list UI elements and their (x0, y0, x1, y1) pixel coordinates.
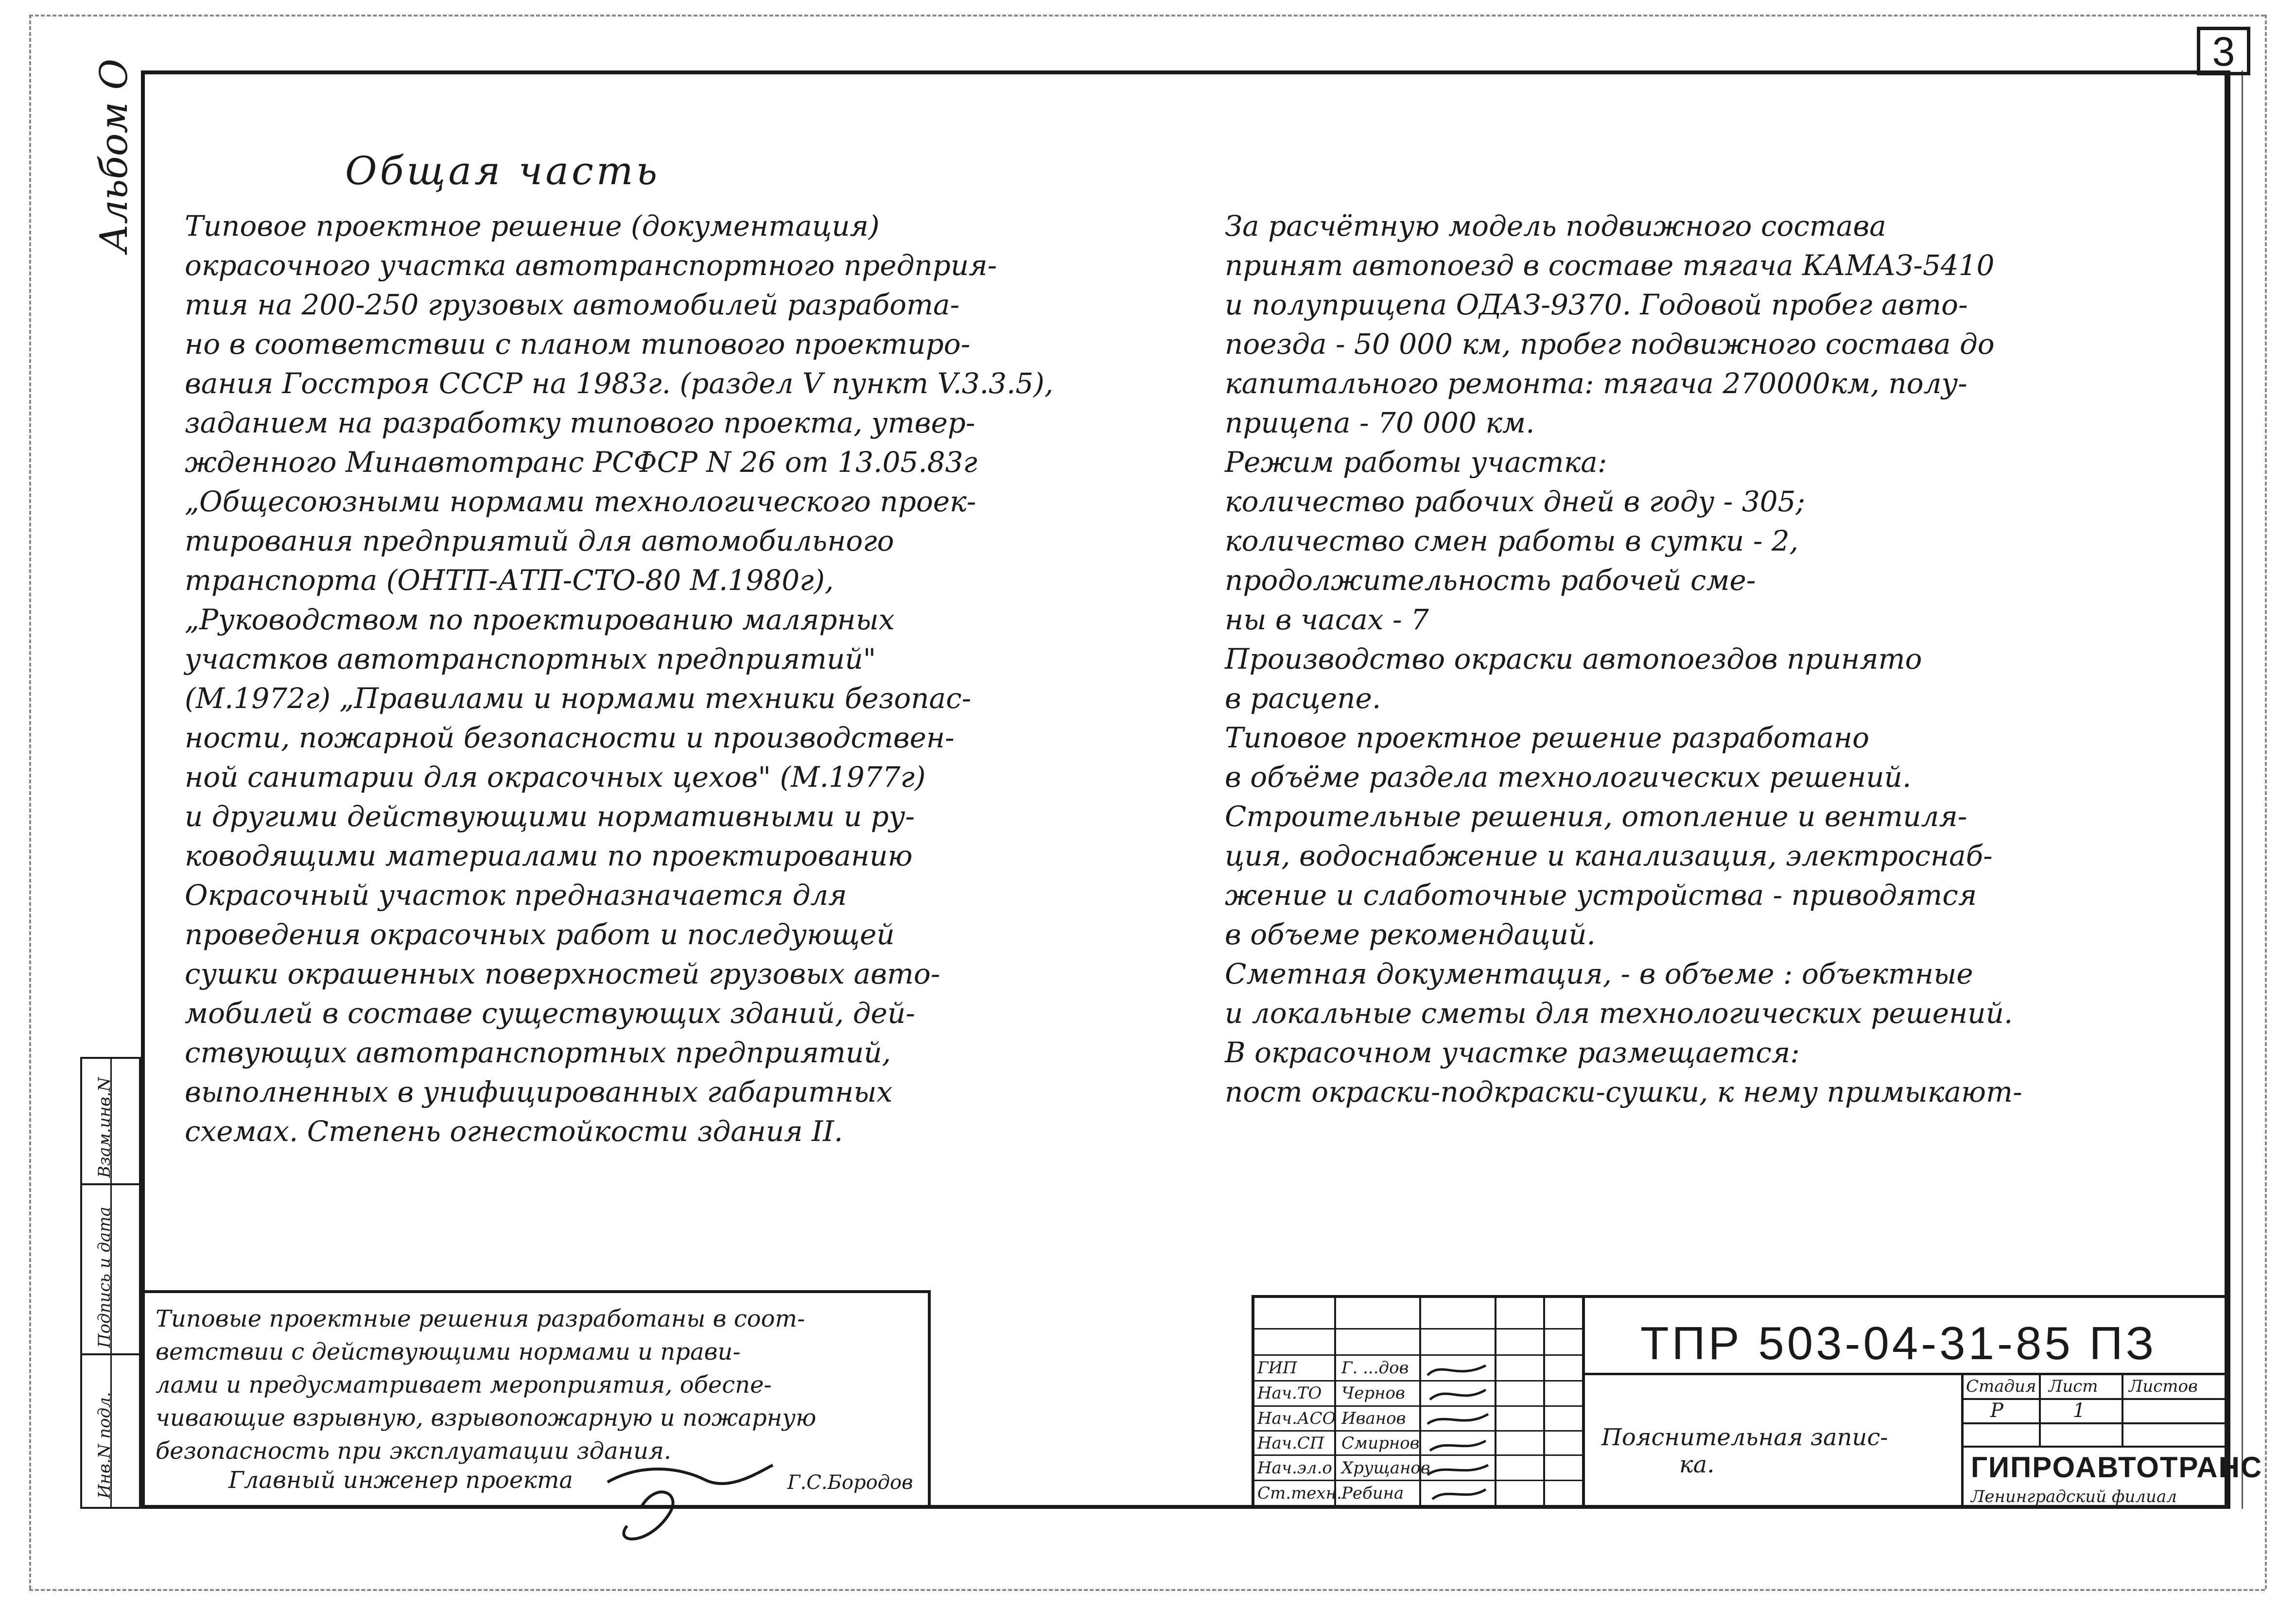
text-line: За расчётную модель подвижного состава (1225, 209, 1886, 242)
tb-line (1252, 1380, 1582, 1382)
tb-line (1252, 1295, 2228, 1298)
trim-line-top (29, 15, 2265, 17)
chief-engineer-name: Г.С.Бородов (787, 1471, 913, 1494)
title-block-signatures (1423, 1356, 1496, 1506)
tb-name: Г. ...дов (1341, 1358, 1409, 1378)
text-line: количество смен работы в сутки - 2, (1225, 524, 1799, 557)
text-line: сушки окрашенных поверхностей грузовых авто- (185, 957, 940, 990)
text-line: в объеме рекомендаций. (1225, 918, 1596, 951)
album-label: Альбом О (92, 58, 136, 253)
text-line: проведения окрасочных работ и последующей (185, 918, 895, 951)
frame-right-band (2228, 70, 2243, 1509)
sheets-header: Листов (2129, 1377, 2198, 1396)
tb-name: Хрущанов (1341, 1458, 1430, 1478)
text-line: мобилей в составе существующих зданий, дей- (185, 997, 915, 1030)
trim-line-left (29, 15, 31, 1589)
text-line: количество рабочих дней в году - 305; (1225, 485, 1806, 518)
document-code: ТПР 503-04-31-85 ПЗ (1640, 1317, 2157, 1369)
title-line: ка. (1679, 1451, 1715, 1478)
side-stamp-strip (80, 1057, 141, 1509)
text-line: жденного Минавтотранс РСФСР N 26 от 13.05.83г (185, 446, 977, 479)
title-line: Пояснительная запис- (1601, 1424, 1888, 1451)
text-line: окрасочного участка автотранспортного предприя- (185, 249, 997, 282)
text-line: ной санитарии для окрасочных цехов" (М.1977г) (185, 760, 926, 794)
stage-value: Р (1990, 1400, 2003, 1422)
chief-engineer-signature (598, 1453, 783, 1550)
side-stamp-label: Подпись и дата (95, 1207, 114, 1348)
tb-line (1252, 1430, 1582, 1432)
text-line: В окрасочном участке размещается: (1225, 1036, 1800, 1069)
tb-role: Нач.эл.о (1257, 1458, 1332, 1478)
tb-line (1252, 1295, 1254, 1509)
text-line: но в соответствии с планом типового проектиро- (185, 328, 971, 361)
text-line: и другими действующими нормативными и ру- (185, 800, 915, 833)
sheet-number: 3 (2197, 27, 2250, 75)
section-heading: Общая часть (345, 148, 661, 193)
tb-line (1252, 1454, 1582, 1456)
text-line: „Общесоюзными нормами технологического проек- (185, 485, 976, 518)
tb-role: Нач.СП (1257, 1434, 1324, 1453)
tb-line (1252, 1354, 1582, 1356)
tb-role: Нач.ТО (1257, 1383, 1322, 1403)
text-line: капитального ремонта: тягача 270000км, полу- (1225, 367, 1967, 400)
text-line: „Руководством по проектированию малярных (185, 603, 895, 636)
tb-line (2039, 1373, 2041, 1446)
text-line: Производство окраски автопоездов принято (1225, 642, 1922, 675)
trim-line-bottom (29, 1589, 2265, 1591)
tb-role: Нач.АСО (1257, 1409, 1336, 1428)
title-block (1252, 1295, 2263, 1509)
note-line: чивающие взрывную, взрывопожарную и пожарную (156, 1404, 817, 1432)
tb-name: Смирнов (1341, 1434, 1420, 1453)
organization-name: ГИПРОАВТОТРАНС (1971, 1451, 2263, 1484)
sheet-value: 1 (2073, 1400, 2086, 1422)
document-title (1601, 1424, 1888, 1478)
text-line: Строительные решения, отопление и вентиля- (1225, 800, 1967, 833)
text-line: прицепа - 70 000 км. (1225, 406, 1535, 439)
tb-line (1961, 1446, 2228, 1448)
text-line: в расцепе. (1225, 682, 1381, 715)
tb-line (1582, 1373, 2228, 1375)
tb-line (1252, 1405, 1582, 1407)
tb-line (1543, 1295, 1545, 1509)
text-line: ности, пожарной безопасности и производствен- (185, 721, 955, 754)
text-line: Типовое проектное решение разработано (1225, 721, 1870, 754)
note-line: лами и предусматривает мероприятия, обеспе- (156, 1371, 772, 1399)
text-line: ны в часах - 7 (1225, 603, 1429, 636)
text-line: Типовое проектное решение (документация) (185, 209, 880, 242)
text-line: в объёме раздела технологических решений. (1225, 760, 1912, 794)
text-line: Сметная документация, - в объеме : объектные (1225, 957, 1973, 990)
sheet-header: Лист (2049, 1377, 2098, 1396)
tb-name: Иванов (1341, 1409, 1406, 1428)
trim-line-right (2265, 15, 2267, 1589)
text-line: продолжительность рабочей сме- (1225, 564, 1756, 597)
note-line: Типовые проектные решения разработаны в соот- (156, 1305, 805, 1332)
text-line: участков автотранспортных предприятий" (185, 642, 876, 675)
text-line: ствующих автотранспортных предприятий, (185, 1036, 891, 1069)
compliance-note (156, 1302, 816, 1468)
right-text-column (1225, 207, 2022, 1112)
text-line: ководящими материалами по проектированию (185, 839, 913, 872)
tb-role: Ст.техн. (1257, 1484, 1342, 1503)
text-line: принят автопоезд в составе тягача КАМАЗ-5410 (1225, 249, 1995, 282)
side-stamp-label: Взам.инв.N (95, 1077, 114, 1178)
text-line: Режим работы участка: (1225, 446, 1607, 479)
text-line: жение и слаботочные устройства - приводятся (1225, 879, 1977, 912)
text-line: Окрасочный участок предназначается для (185, 879, 847, 912)
text-line: заданием на разработку типового проекта, утвер- (185, 406, 975, 439)
organization-branch: Ленинградский филиал (1971, 1487, 2177, 1506)
chief-engineer-label: Главный инженер проекта (228, 1467, 574, 1494)
tb-line (1252, 1328, 1582, 1330)
tb-name: Ребина (1341, 1484, 1404, 1503)
text-line: и локальные сметы для технологических решений. (1225, 997, 2013, 1030)
tb-line (1252, 1480, 1582, 1481)
text-line: схемах. Степень огнестойкости здания II. (185, 1115, 843, 1148)
tb-line (1961, 1373, 1964, 1509)
text-line: пост окраски-подкраски-сушки, к нему примыкают- (1225, 1075, 2022, 1108)
note-line: ветствии с действующими нормами и прави- (156, 1338, 741, 1365)
text-line: поезда - 50 000 км, пробег подвижного состава до (1225, 328, 1995, 361)
tb-line (2122, 1373, 2123, 1446)
text-line: выполненных в унифицированных габаритных (185, 1075, 893, 1108)
note-line: безопасность при эксплуатации здания. (156, 1437, 672, 1465)
stage-header: Стадия (1966, 1377, 2036, 1396)
tb-name: Чернов (1341, 1383, 1405, 1403)
side-stamp-replacement (82, 1059, 139, 1185)
text-line: тия на 200-250 грузовых автомобилей разработа- (185, 288, 960, 321)
left-text-column (185, 207, 1053, 1151)
tb-line (1334, 1295, 1336, 1509)
text-line: (М.1972г) „Правилами и нормами техники безопас- (185, 682, 972, 715)
tb-line (1582, 1295, 1585, 1509)
text-line: тирования предприятий для автомобильного (185, 524, 894, 557)
tb-role: ГИП (1257, 1358, 1297, 1378)
side-stamp-label: Инв.N подл. (95, 1392, 114, 1499)
text-line: и полуприцепа ОДАЗ-9370. Годовой пробег авто- (1225, 288, 1968, 321)
text-line: вания Госстроя СССР на 1983г. (раздел V пункт V.3.3.5), (185, 367, 1054, 400)
side-stamp-original (82, 1355, 139, 1507)
tb-line (1961, 1422, 2228, 1424)
text-line: ция, водоснабжение и канализация, электроснаб- (1225, 839, 1993, 872)
text-line: транспорта (ОНТП-АТП-СТО-80 М.1980г), (185, 564, 834, 597)
side-stamp-signature (82, 1185, 139, 1355)
